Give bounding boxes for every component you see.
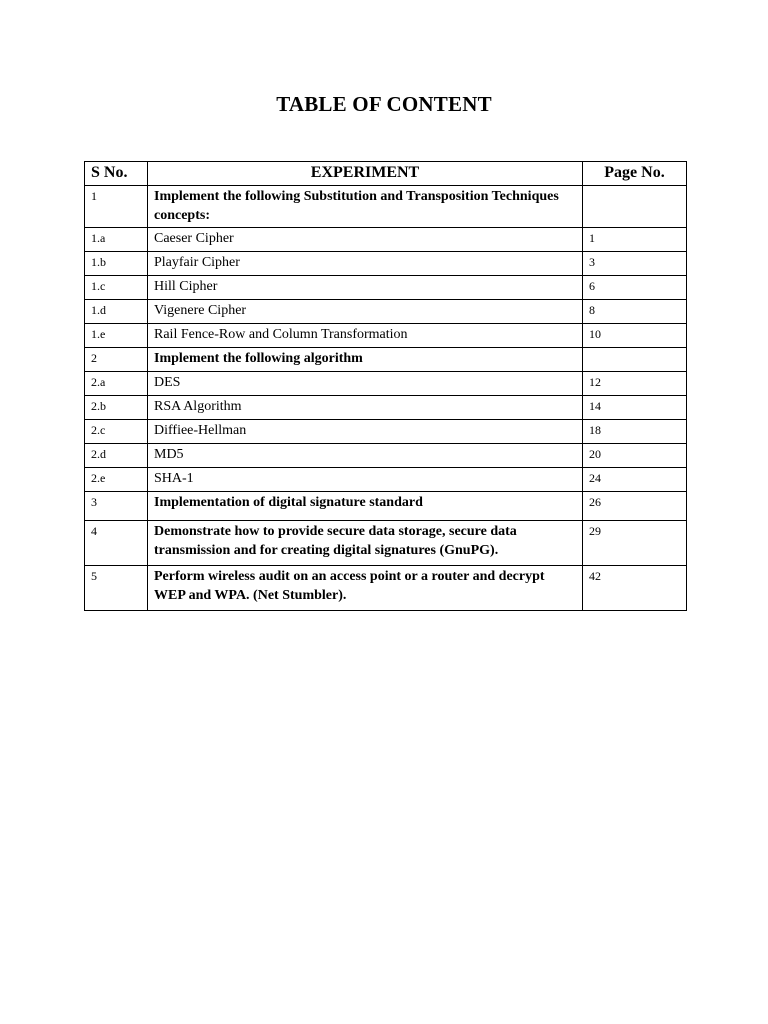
experiment-cell: Caeser Cipher (148, 228, 583, 252)
page-cell: 29 (583, 521, 687, 566)
page-cell: 14 (583, 396, 687, 420)
table-row (85, 324, 687, 348)
experiment-cell: Implement the following algorithm (148, 348, 583, 372)
table-row (85, 396, 687, 420)
sno-cell: 2.b (85, 396, 148, 420)
sno-cell: 1.e (85, 324, 148, 348)
table-row (85, 276, 687, 300)
header-page-no: Page No. (583, 162, 687, 186)
page-cell: 26 (583, 492, 687, 521)
sno-cell: 2.a (85, 372, 148, 396)
sno-cell: 2.e (85, 468, 148, 492)
experiment-cell: Hill Cipher (148, 276, 583, 300)
page-cell: 1 (583, 228, 687, 252)
page-cell: 10 (583, 324, 687, 348)
sno-cell: 1.b (85, 252, 148, 276)
experiment-cell: Implement the following Substitution and Transposition Techniques concepts: (148, 186, 583, 228)
experiment-cell: SHA-1 (148, 468, 583, 492)
page-cell (583, 348, 687, 372)
experiment-cell: Playfair Cipher (148, 252, 583, 276)
page-cell: 12 (583, 372, 687, 396)
page-title: TABLE OF CONTENT (276, 92, 492, 116)
table-row (85, 566, 687, 611)
sno-cell: 5 (85, 566, 148, 611)
experiment-cell: Perform wireless audit on an access point or a router and decrypt WEP and WPA. (Net Stumbler). (148, 566, 583, 611)
page-cell: 8 (583, 300, 687, 324)
experiment-cell: Implementation of digital signature standard (148, 492, 583, 521)
table-row (85, 444, 687, 468)
header-experiment: EXPERIMENT (148, 162, 583, 186)
table-row (85, 186, 687, 228)
header-sno: S No. (85, 162, 148, 186)
page-cell: 6 (583, 276, 687, 300)
sno-cell: 1.a (85, 228, 148, 252)
experiment-cell: DES (148, 372, 583, 396)
page-cell (583, 186, 687, 228)
table-row (85, 228, 687, 252)
table-row (85, 420, 687, 444)
experiment-cell: Rail Fence-Row and Column Transformation (148, 324, 583, 348)
sno-cell: 1.c (85, 276, 148, 300)
page-cell: 18 (583, 420, 687, 444)
table-row (85, 492, 687, 521)
table-row (85, 372, 687, 396)
table-row (85, 252, 687, 276)
page-cell: 20 (583, 444, 687, 468)
sno-cell: 3 (85, 492, 148, 521)
sno-cell: 2 (85, 348, 148, 372)
sno-cell: 1 (85, 186, 148, 228)
page-cell: 42 (583, 566, 687, 611)
experiment-cell: Vigenere Cipher (148, 300, 583, 324)
experiment-cell: Diffiee-Hellman (148, 420, 583, 444)
experiment-cell: MD5 (148, 444, 583, 468)
table-row (85, 468, 687, 492)
toc-table (84, 161, 687, 611)
page-cell: 24 (583, 468, 687, 492)
experiment-cell: RSA Algorithm (148, 396, 583, 420)
header-row (85, 162, 687, 186)
sno-cell: 1.d (85, 300, 148, 324)
sno-cell: 2.c (85, 420, 148, 444)
table-row (85, 348, 687, 372)
sno-cell: 4 (85, 521, 148, 566)
table-row (85, 521, 687, 566)
page-cell: 3 (583, 252, 687, 276)
sno-cell: 2.d (85, 444, 148, 468)
table-row (85, 300, 687, 324)
experiment-cell: Demonstrate how to provide secure data storage, secure data transmission and for creating digital signatures (GnuPG). (148, 521, 583, 566)
